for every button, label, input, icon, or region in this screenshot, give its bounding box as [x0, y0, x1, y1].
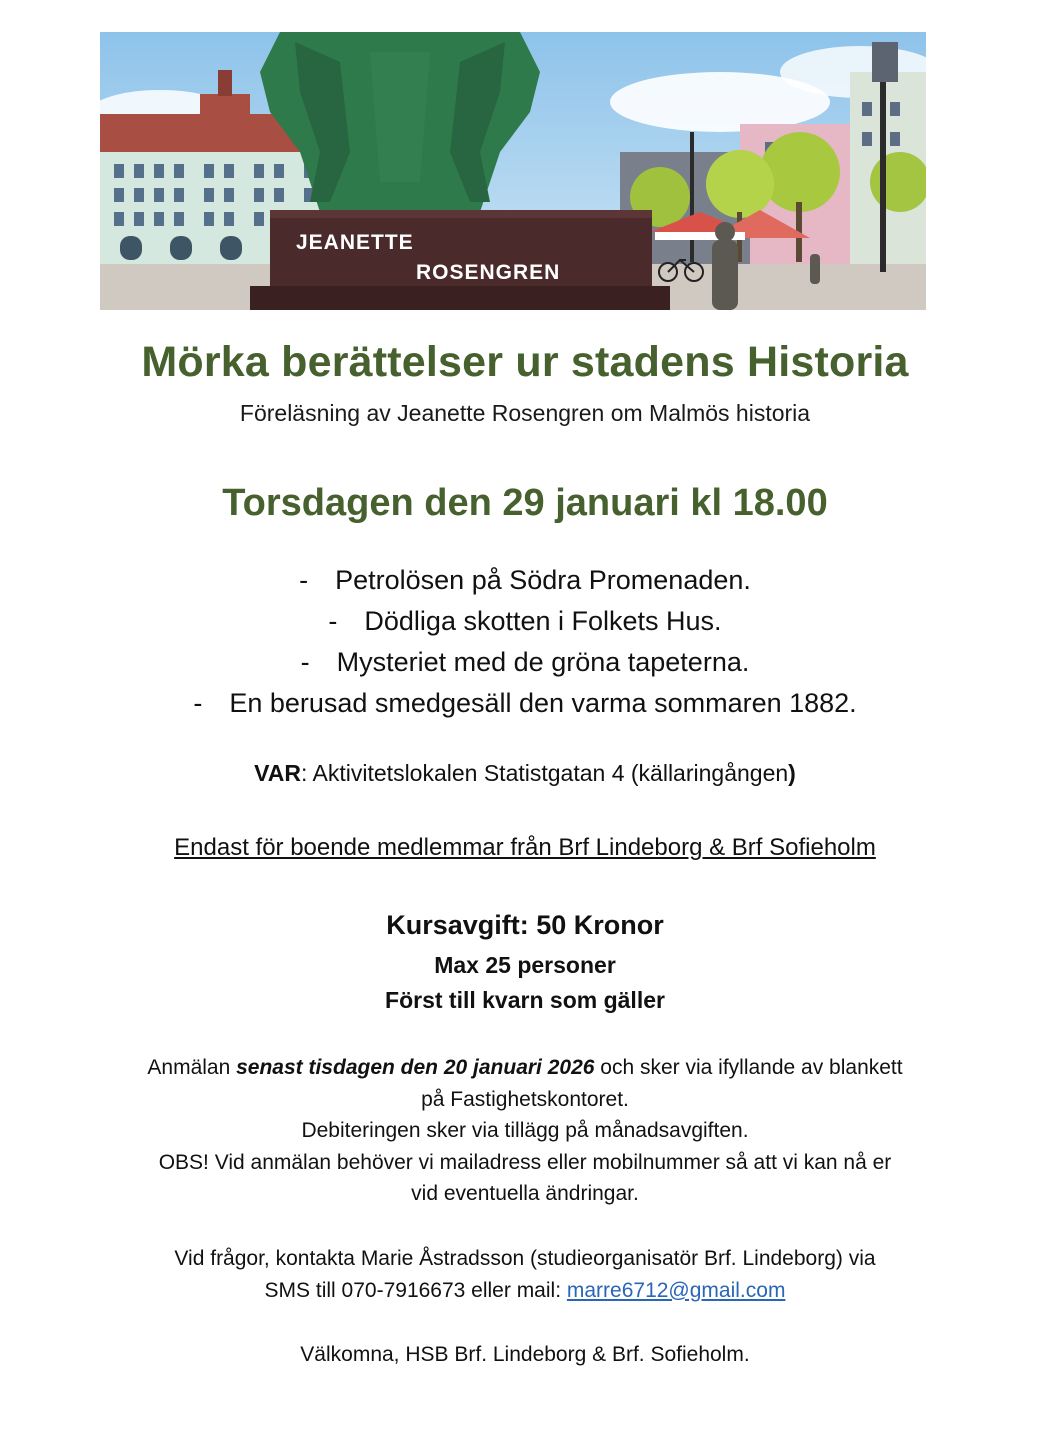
location-label: VAR — [254, 760, 302, 786]
eligibility-note: Endast för boende medlemmar från Brf Lindeborg & Brf Sofieholm — [174, 834, 876, 861]
capacity-note: Max 25 personer — [434, 952, 616, 978]
header-illustration — [100, 32, 926, 310]
list-item — [0, 601, 1050, 642]
list-item — [0, 560, 1050, 601]
obs-line1: OBS! Vid anmälan behöver vi mailadress eller mobilnummer så att vi kan nå er — [158, 1150, 892, 1174]
contact-info — [90, 1243, 960, 1306]
registration-info — [90, 1052, 960, 1210]
page-title: Mörka berättelser ur stadens Historia — [141, 338, 909, 386]
bullet-dash: - — [299, 565, 309, 595]
topic-text: En berusad smedgesäll den varma sommaren 1882. — [229, 688, 857, 718]
bullet-dash: - — [300, 647, 310, 677]
topic-list — [0, 560, 1050, 724]
topic-text: Dödliga skotten i Folkets Hus. — [364, 606, 722, 636]
billing-note: Debiteringen sker via tillägg på månadsavgiften. — [301, 1119, 749, 1142]
registration-intro: Anmälan — [147, 1056, 237, 1079]
page-subtitle: Föreläsning av Jeanette Rosengren om Malmös historia — [239, 400, 811, 426]
email-link[interactable]: marre6712@gmail.com — [566, 1278, 786, 1302]
pedestal — [250, 210, 670, 310]
pedestal-text-line2: ROSENGREN — [416, 261, 561, 284]
pedestal-text-line1: JEANETTE — [296, 231, 414, 254]
location-text: : Aktivitetslokalen Statistgatan 4 (källaringången — [301, 760, 789, 786]
first-come-note: Först till kvarn som gäller — [385, 987, 665, 1013]
registration-deadline: senast tisdagen den 20 januari 2026 — [236, 1056, 595, 1079]
contact-line1: Vid frågor, kontakta Marie Åstradsson (studieorganisatör Brf. Lindeborg) via — [174, 1247, 876, 1270]
topic-text: Mysteriet med de gröna tapeterna. — [336, 647, 750, 677]
bullet-dash: - — [328, 606, 338, 636]
closing-greeting: Välkomna, HSB Brf. Lindeborg & Brf. Sofieholm. — [300, 1343, 750, 1366]
event-location — [0, 760, 1050, 787]
location-close: ) — [788, 760, 796, 786]
list-item — [0, 683, 1050, 724]
registration-rest2: på Fastighetskontoret. — [421, 1087, 629, 1111]
registration-rest1: och sker via ifyllande av blankett — [594, 1056, 903, 1079]
topic-text: Petrolösen på Södra Promenaden. — [335, 565, 751, 595]
course-fee: Kursavgift: 50 Kronor — [386, 910, 664, 940]
contact-line2: SMS till 070-7916673 eller mail: — [264, 1278, 567, 1302]
bullet-dash: - — [193, 688, 203, 718]
obs-line2: vid eventuella ändringar. — [411, 1182, 639, 1205]
list-item — [0, 642, 1050, 683]
event-date: Torsdagen den 29 januari kl 18.00 — [222, 482, 828, 524]
